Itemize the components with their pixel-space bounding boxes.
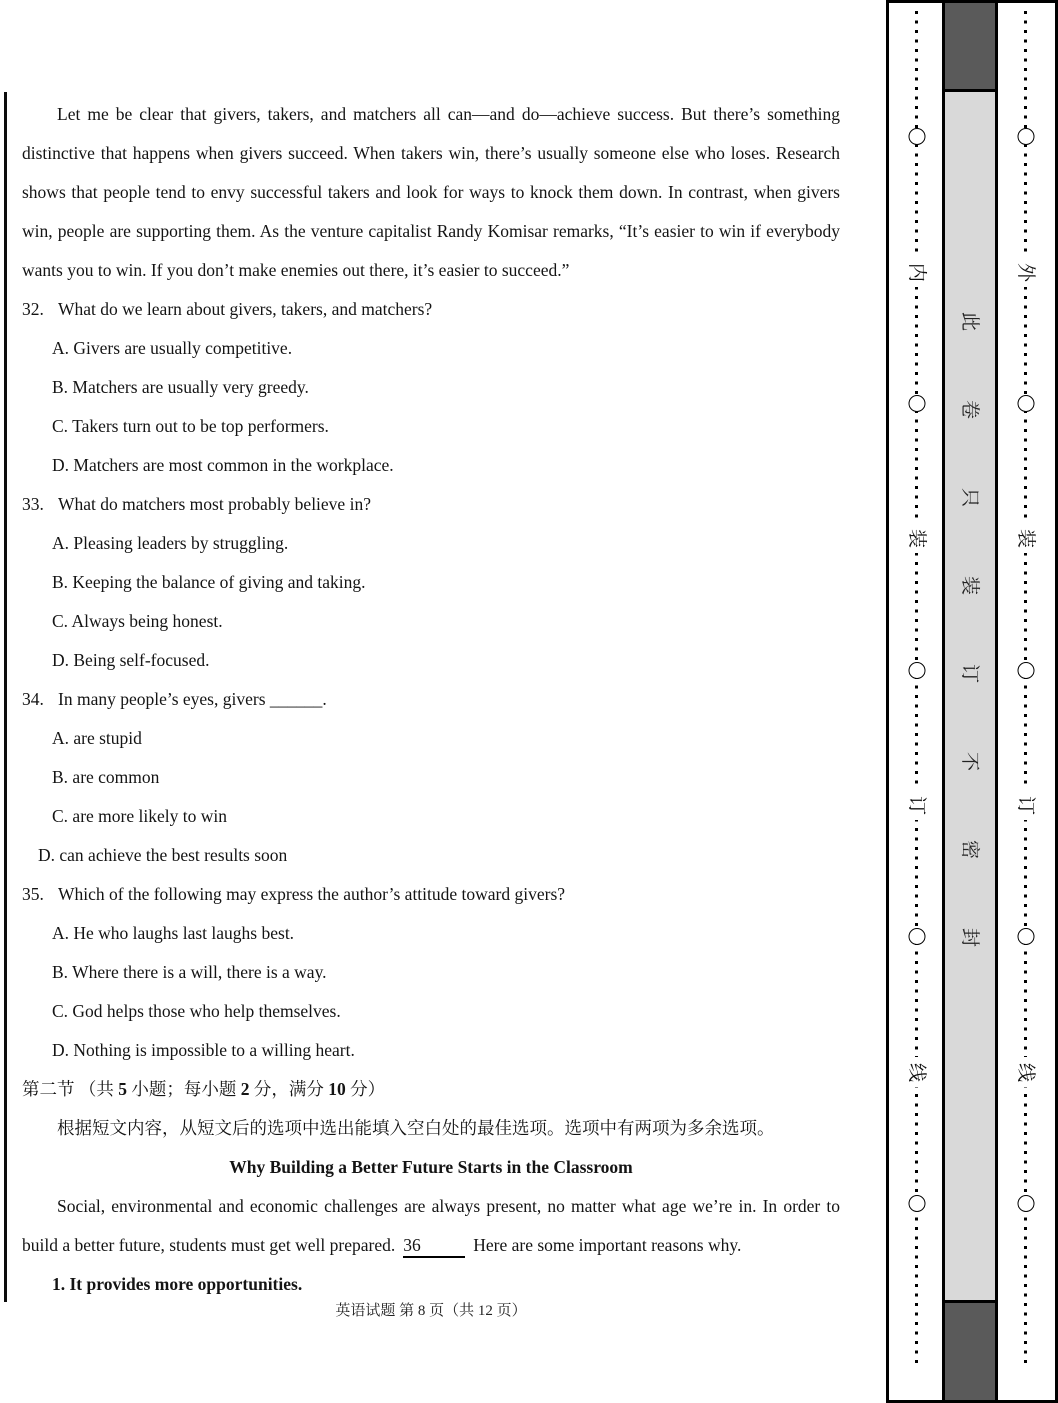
question-number: 32. <box>22 299 44 319</box>
paragraph-line: distinctive that happens when givers succeed. When takers win, there’s usually someone else who loses. Research <box>22 143 840 163</box>
section2-subheading: 1. It provides more opportunities. <box>52 1274 303 1294</box>
option-32-d: D. Matchers are most common in the workplace. <box>52 455 394 475</box>
section2-paragraph <box>22 1187 840 1265</box>
heading-points: 2 <box>240 1079 250 1099</box>
paragraph-text: Here are some important reasons why. <box>473 1235 742 1255</box>
exam-text-column <box>22 95 840 1304</box>
binding-circle-icon <box>1017 128 1034 145</box>
option-33-b: B. Keeping the balance of giving and taking. <box>52 572 366 592</box>
question-number: 34. <box>22 689 44 709</box>
question-number: 33. <box>22 494 44 514</box>
seal-char: 封 <box>959 927 981 947</box>
option-33-a: A. Pleasing leaders by struggling. <box>52 533 289 553</box>
seal-char: 密 <box>959 839 981 859</box>
blank-36: 36 <box>403 1234 465 1258</box>
question-number: 35. <box>22 884 44 904</box>
option-35-b: B. Where there is a will, there is a way. <box>52 962 327 982</box>
option-32-b: B. Matchers are usually very greedy. <box>52 377 309 397</box>
seal-char: 订 <box>959 663 981 683</box>
option-34-c: C. are more likely to win <box>52 806 227 826</box>
question-34 <box>22 680 840 875</box>
question-33 <box>22 485 840 680</box>
seal-cap-bottom <box>945 1300 995 1400</box>
option-34-d: D. can achieve the best results soon <box>38 845 288 865</box>
question-stem: What do we learn about givers, takers, and matchers? <box>58 299 433 319</box>
binding-char: 线 <box>1014 1057 1038 1087</box>
heading-points: 5 <box>118 1079 127 1099</box>
binding-char: 内 <box>905 257 929 287</box>
section2-heading <box>22 1070 840 1109</box>
paragraph-line: win, people are supporting them. As the venture capitalist Randy Komisar remarks, “It’s easier to win if everybody <box>22 221 840 241</box>
paragraph-line: wants you to win. If you don’t make enemies out there, it’s easier to succeed.” <box>22 260 570 280</box>
option-35-c: C. God helps those who help themselves. <box>52 1001 341 1021</box>
seal-char: 卷 <box>959 399 981 419</box>
outer-binding-line <box>1014 11 1036 1363</box>
binding-circle-icon <box>1017 662 1034 679</box>
binding-circle-icon <box>908 928 925 945</box>
heading-text: 分） <box>345 1079 386 1099</box>
heading-text: 小题；每小题 <box>127 1079 241 1099</box>
binding-char: 装 <box>905 523 929 553</box>
question-stem: What do matchers most probably believe in? <box>58 494 371 514</box>
option-35-a: A. He who laughs last laughs best. <box>52 923 295 943</box>
question-35 <box>22 875 840 1070</box>
binding-panel <box>886 0 1058 1403</box>
seal-char: 不 <box>959 751 981 771</box>
heading-text: 分，满分 <box>249 1079 329 1099</box>
paragraph-text: build a better future, students must get well prepared. <box>22 1235 396 1255</box>
binding-circle-icon <box>908 395 925 412</box>
binding-char: 线 <box>905 1057 929 1087</box>
binding-circle-icon <box>1017 928 1034 945</box>
option-32-c: C. Takers turn out to be top performers. <box>52 416 329 436</box>
binding-char: 订 <box>1014 790 1038 820</box>
binding-circle-icon <box>1017 1195 1034 1212</box>
option-34-a: A. are stupid <box>52 728 142 748</box>
binding-circle-icon <box>908 128 925 145</box>
question-32 <box>22 290 840 485</box>
heading-points: 10 <box>328 1079 346 1099</box>
reading-paragraph <box>22 95 840 290</box>
paragraph-line: Let me be clear that givers, takers, and matchers all can—and do—achieve success. But there’s something <box>57 104 840 124</box>
passage-title: Why Building a Better Future Starts in the Classroom <box>229 1157 633 1177</box>
binding-circle-icon <box>908 662 925 679</box>
option-33-c: C. Always being honest. <box>52 611 223 631</box>
paragraph-line <box>22 1226 840 1265</box>
option-32-a: A. Givers are usually competitive. <box>52 338 293 358</box>
option-34-b: B. are common <box>52 767 160 787</box>
option-33-d: D. Being self-focused. <box>52 650 210 670</box>
seal-char: 只 <box>959 487 981 507</box>
paragraph-line: shows that people tend to envy successful takers and look for ways to knock them down. In contrast, when givers <box>22 182 840 202</box>
binding-char: 订 <box>905 790 929 820</box>
seal-char: 此 <box>959 311 981 331</box>
question-stem: In many people’s eyes, givers ______. <box>58 689 327 709</box>
binding-char: 外 <box>1014 257 1038 287</box>
binding-char: 装 <box>1014 523 1038 553</box>
seal-cap-top <box>945 3 995 92</box>
seal-column <box>942 3 998 1400</box>
section2-instructions: 根据短文内容，从短文后的选项中选出能填入空白处的最佳选项。选项中有两项为多余选项。 <box>57 1118 775 1138</box>
paragraph-line: Social, environmental and economic challenges are always present, no matter what age we’re in. In order to <box>57 1196 840 1216</box>
seal-char: 装 <box>959 575 981 595</box>
binding-circle-icon <box>908 1195 925 1212</box>
heading-text: 第二节 （共 <box>22 1079 119 1099</box>
content-frame-left-rule <box>4 92 7 1302</box>
question-stem: Which of the following may express the author’s attitude toward givers? <box>58 884 566 904</box>
inner-binding-line <box>905 11 927 1363</box>
page-footer: 英语试题 第 8 页（共 12 页） <box>335 1303 527 1319</box>
option-35-d: D. Nothing is impossible to a willing heart. <box>52 1040 355 1060</box>
binding-circle-icon <box>1017 395 1034 412</box>
